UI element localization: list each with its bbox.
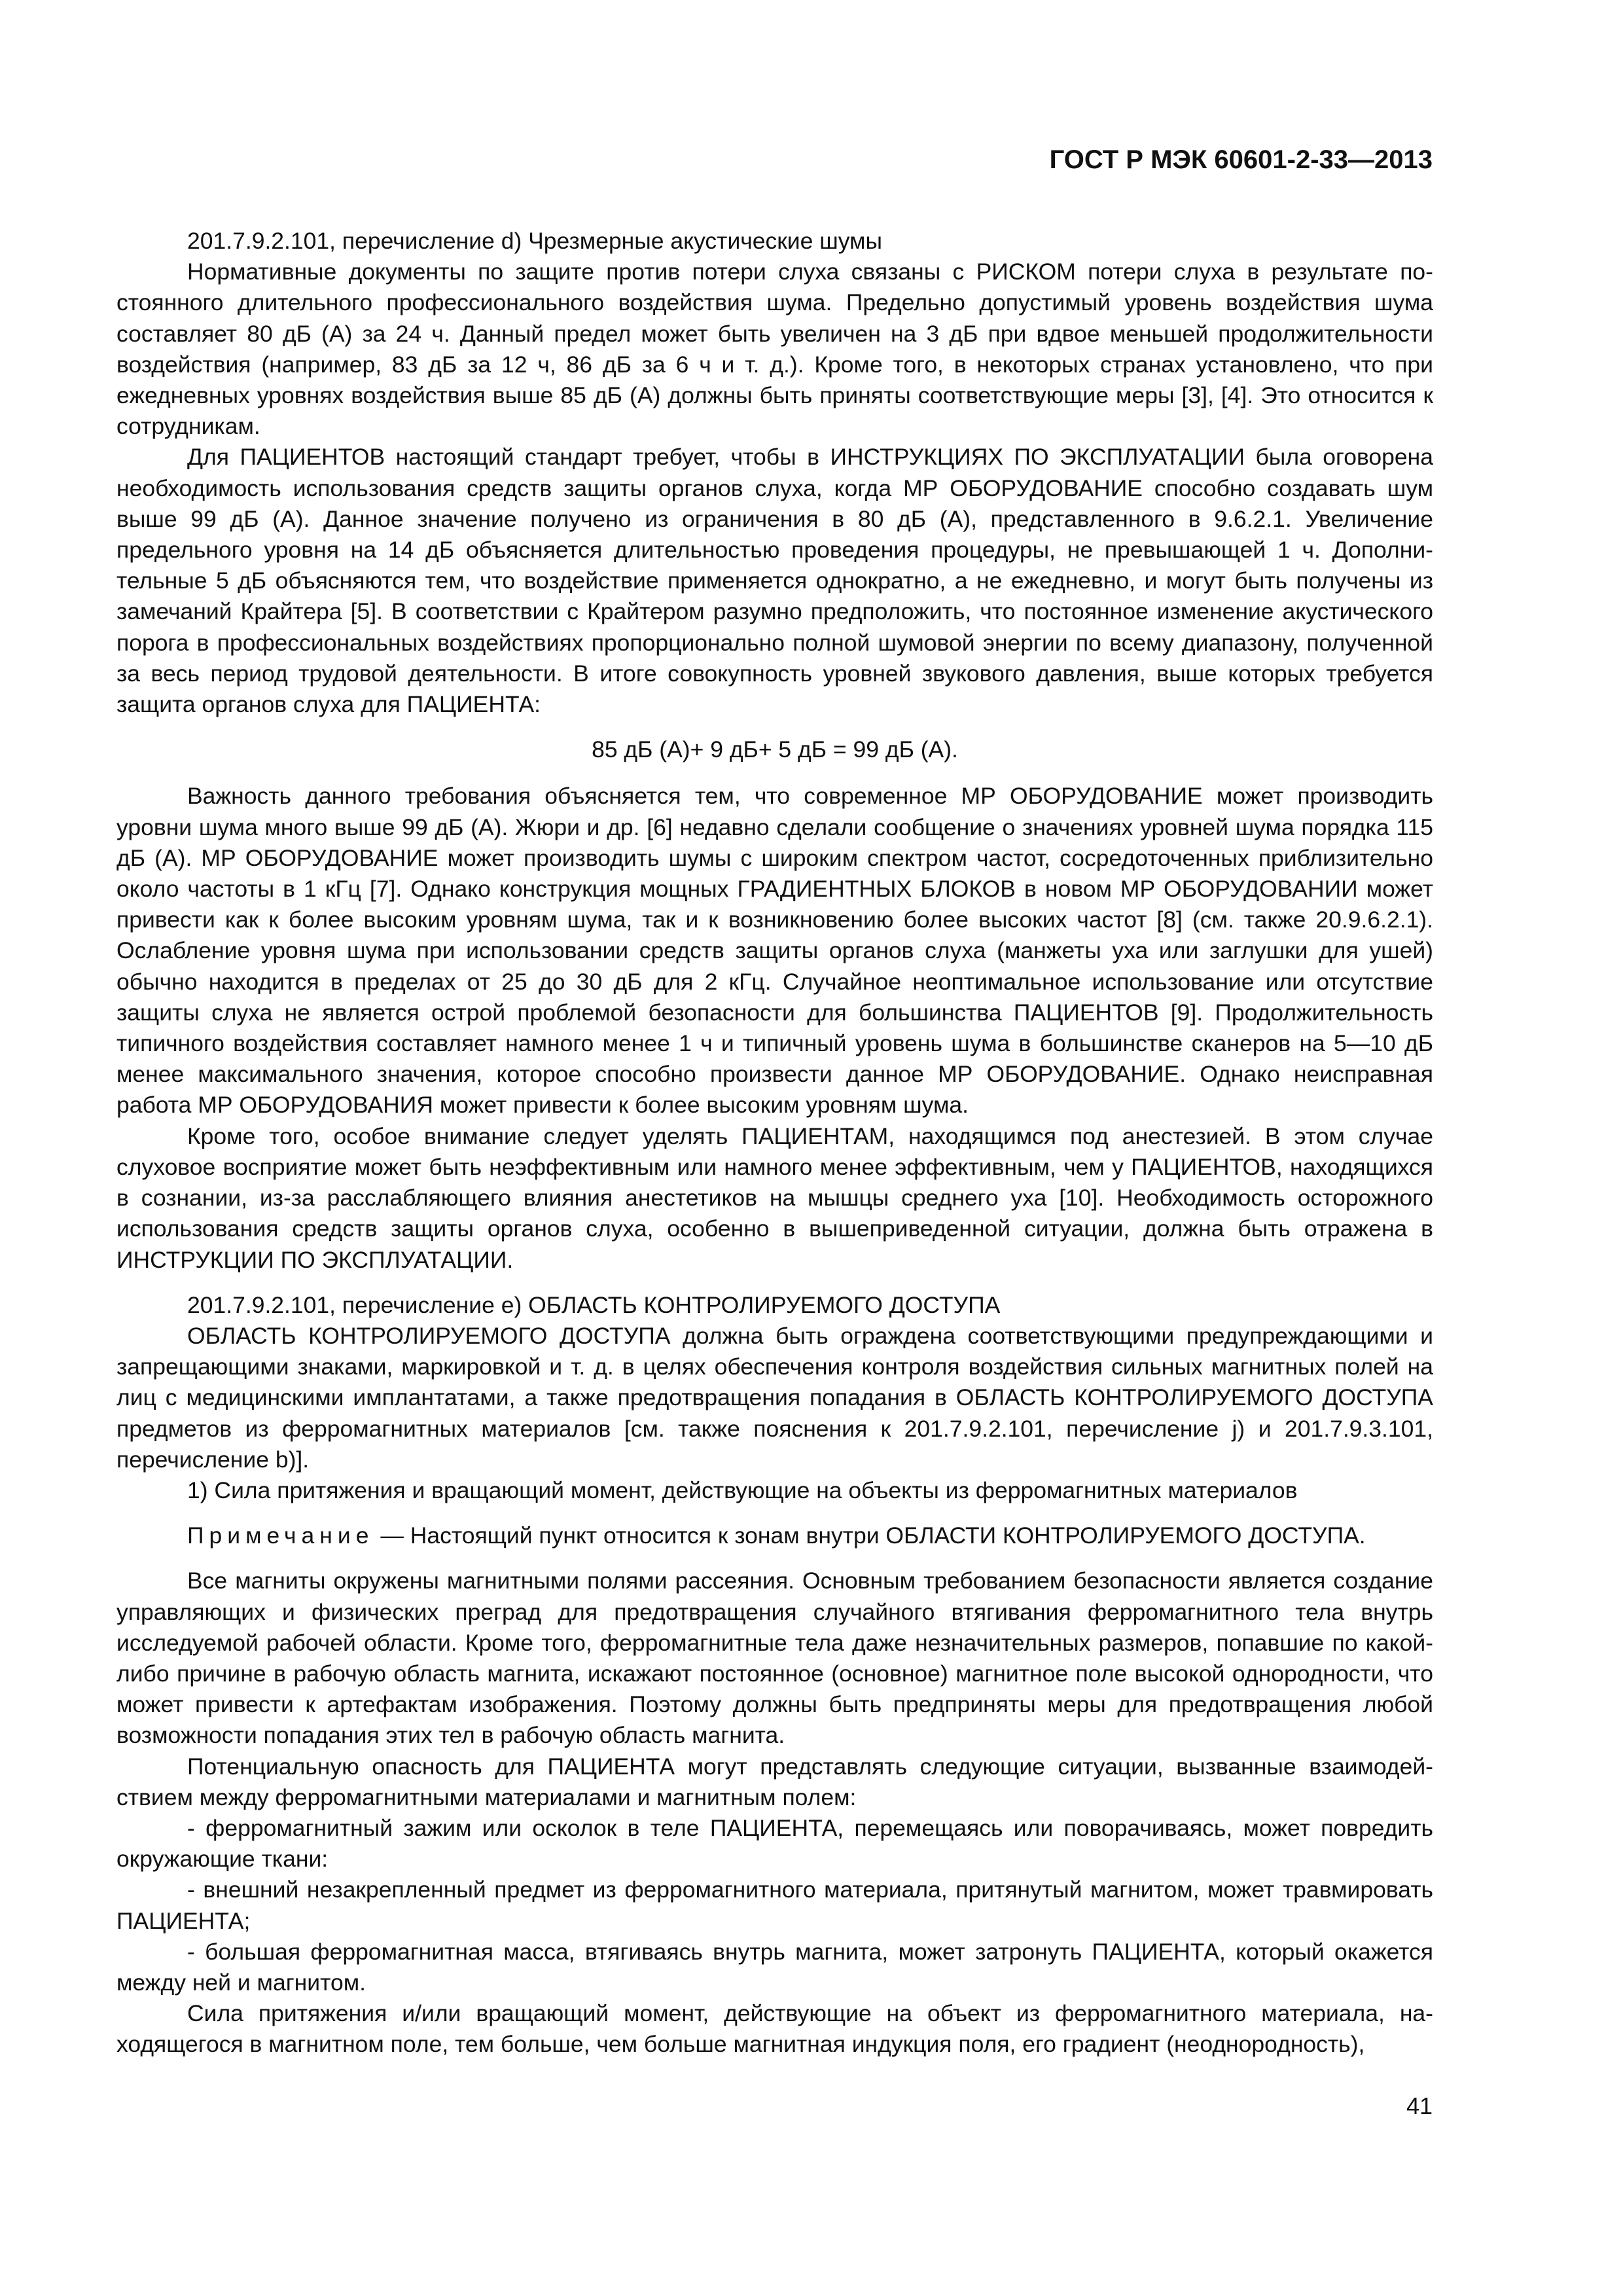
formula: 85 дБ (A)+ 9 дБ+ 5 дБ = 99 дБ (A). <box>592 736 958 763</box>
document-header: ГОСТ Р МЭК 60601-2-33—2013 <box>1049 145 1433 174</box>
page-number: 41 <box>1406 2092 1433 2119</box>
list-item: - ферромагнитный зажим или осколок в теле ПАЦИЕНТА, перемещаясь или поворачиваясь, может повредить окружающие ткани: <box>116 1814 1433 1873</box>
document-body <box>116 226 1433 2060</box>
note-label: Примечание <box>187 1522 374 1549</box>
list-item: - внешний незакрепленный предмет из ферромагнитного материала, притянутый магнитом, может травмировать ПАЦИЕНТА; <box>116 1876 1433 1934</box>
note-dash: — <box>374 1522 410 1549</box>
paragraph: Нормативные документы по защите против потери слуха связаны с РИСКОМ потери слуха в результате постоянного длительного профессионального воздействия шума. Предельно допустимый уровень воздействия шума составляет 80 дБ (A) за 24 ч. Данный предел может быть увеличен на 3 дБ при вдвое меньшей продолжительности воздействия (например, 83 дБ за 12 ч, 86 дБ за 6 ч и т. д.). Кроме того, в некоторых странах установлено, что при ежедневных уровнях воздействия выше 85 дБ (A) должны быть приняты соответствующие меры [3], [4]. Это относится к сотрудникам. <box>116 259 1433 440</box>
section-heading-d: 201.7.9.2.101, перечисление d) Чрезмерные акустические шумы <box>187 228 882 254</box>
subsection-heading: 1) Сила притяжения и вращающий момент, действующие на объекты из ферромагнитных материалов <box>187 1477 1298 1503</box>
paragraph: Кроме того, особое внимание следует уделять ПАЦИЕНТАМ, находящимся под анестезией. В этом случае слуховое восприятие может быть неэффективным или намного менее эффективным, чем у ПАЦИЕНТОВ, находящихся в сознании, из-за расслабляющего влияния анестетиков на мышцы среднего уха [10]. Необходимость осторожного использования средств защиты органов слуха, особенно в вышеприведенной ситуации, должна быть отражена в ИНСТРУКЦИИ ПО ЭКСПЛУАТАЦИИ. <box>116 1122 1433 1273</box>
paragraph: Потенциальную опасность для ПАЦИЕНТА могут представлять следующие ситуации, вызванные взаимодействием между ферромагнитными материалами и магнитным полем: <box>116 1753 1433 1810</box>
note <box>116 1520 1433 1551</box>
paragraph: Для ПАЦИЕНТОВ настоящий стандарт требует, чтобы в ИНСТРУКЦИЯХ ПО ЭКСПЛУАТАЦИИ была оговорена необходимость использования средств защиты органов слуха, когда МР ОБОРУДОВАНИЕ способно создавать шум выше 99 дБ (A). Данное значение получено из ограничения в 80 дБ (A), представленного в 9.6.2.1. Увеличение предельного уровня на 14 дБ объясняется длительностью проведения процедуры, не превышающей 1 ч. Дополнительные 5 дБ объясняются тем, что воздействие применяется однократно, а не ежедневно, и могут быть получены из замечаний Крайтера [5]. В соответствии с Крайтером разумно предположить, что постоянное изменение акустического порога в профессиональных воздействиях пропорционально полной шумовой энергии по всему диапазону, полученной за весь период трудовой деятельности. В итоге совокупность уровней звукового давления, выше которых требуется защита органов слуха для ПАЦИЕНТА: <box>116 444 1433 718</box>
section-heading-e: 201.7.9.2.101, перечисление e) ОБЛАСТЬ КОНТРОЛИРУЕМОГО ДОСТУПА <box>187 1291 1001 1318</box>
paragraph: Все магниты окружены магнитными полями рассеяния. Основным требованием безопасности является создание управляющих и физических преград для предотвращения случайного втягивания ферромагнитного тела внутрь исследуемой рабочей области. Кроме того, ферромагнитные тела даже незначительных размеров, попавшие по какой-либо причине в рабочую область магнита, искажают постоянное (основное) магнитное поле высокой однородности, что может привести к артефактам изображения. Поэтому должны быть предприняты меры для предотвращения любой возможности попадания этих тел в рабочую область магнита. <box>116 1568 1433 1749</box>
paragraph: Важность данного требования объясняется тем, что современное МР ОБОРУДОВАНИЕ может производить уровни шума много выше 99 дБ (A). Жюри и др. [6] недавно сделали сообщение о значениях уровней шума порядка 115 дБ (A). МР ОБОРУДОВАНИЕ может производить шумы с широким спектром частот, сосредоточенных приблизительно около частоты в 1 кГц [7]. Однако конструкция мощных ГРАДИЕНТНЫХ БЛОКОВ в новом МР ОБОРУДОВАНИИ может привести как к более высоким уровням шума, так и к возникновению более высоких частот [8] (см. также 20.9.6.2.1). Ослабление уровня шума при использовании средств защиты органов слуха (манжеты уха или заглушки для ушей) обычно находится в пределах от 25 до 30 дБ для 2 кГц. Случайное неоптимальное использование или отсутствие защиты слуха не является острой проблемой безопасности для большинства ПАЦИЕНТОВ [9]. Продолжительность типичного воздействия составляет намного менее 1 ч и типичный уровень шума в большинстве сканеров на 5—10 дБ менее максимального значения, которое способно произвести данное МР ОБОРУДОВАНИЕ. Однако неисправная работа МР ОБОРУДОВАНИЯ может привести к более высоким уровням шума. <box>116 783 1433 1119</box>
note-text: Настоящий пункт относится к зонам внутри ОБЛАСТИ КОНТРОЛИРУЕМОГО ДОСТУПА. <box>410 1522 1366 1549</box>
paragraph: ОБЛАСТЬ КОНТРОЛИРУЕМОГО ДОСТУПА должна быть ограждена соответствующими предупреждающими и запрещающими знаками, маркировкой и т. д. в целях обеспечения контроля воздействия сильных магнитных полей на лиц с медицинскими имплантатами, а также предотвращения попадания в ОБЛАСТЬ КОНТРОЛИРУЕМОГО ДОСТУПА предметов из ферромагнитных материалов [см. также пояснения к 201.7.9.2.101, перечисление j) и 201.7.9.3.101, перечисление b)]. <box>116 1322 1433 1473</box>
list-item: - большая ферромагнитная масса, втягиваясь внутрь магнита, может затронуть ПАЦИЕНТА, который окажется между ней и магнитом. <box>116 1938 1433 1996</box>
paragraph: Сила притяжения и/или вращающий момент, действующие на объект из ферромагнитного материала, находящегося в магнитном поле, тем больше, чем больше магнитная индукция поля, его градиент (неоднородность), <box>116 2000 1433 2058</box>
